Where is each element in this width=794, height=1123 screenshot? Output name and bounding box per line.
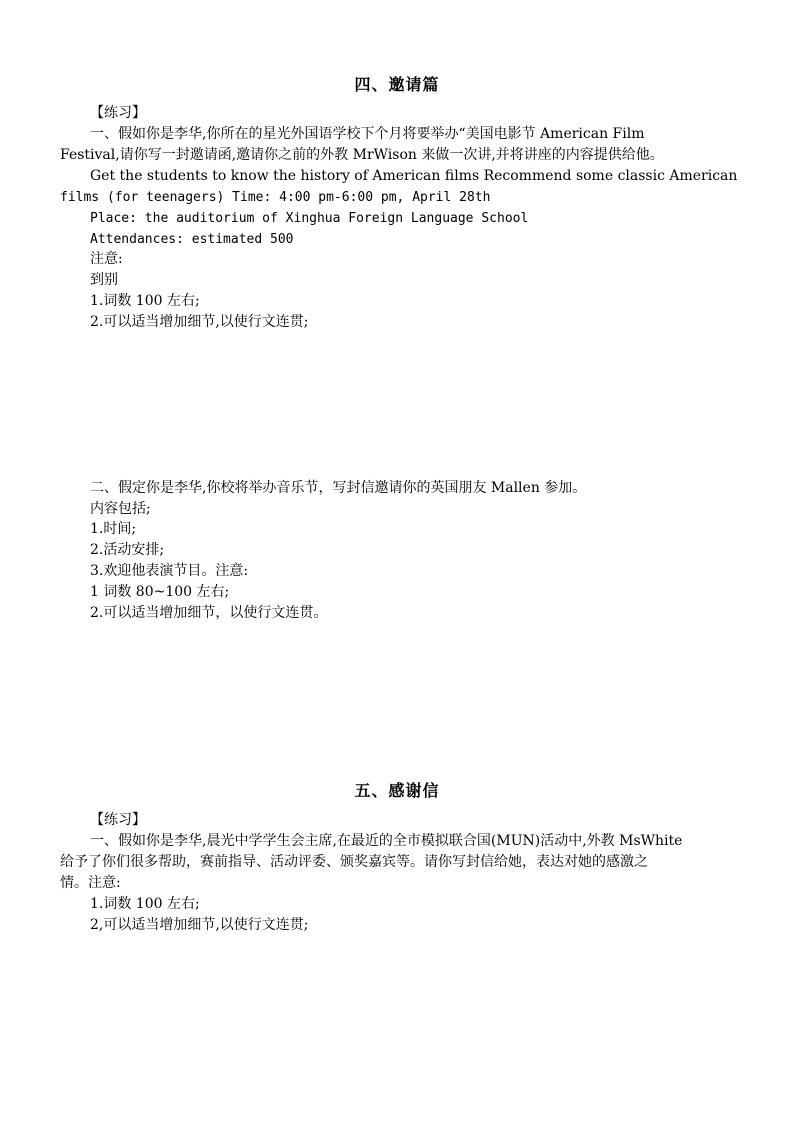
task-text-line: 内容包括; bbox=[90, 501, 151, 517]
task-text-line: 3.欢迎他表演节目。注意: bbox=[90, 563, 249, 579]
task-text-line: 注意: bbox=[90, 251, 123, 267]
task-text-line: 情。注意: bbox=[60, 875, 121, 891]
practice-label: 【练习】 bbox=[90, 812, 146, 828]
task-text-line: 2.可以适当增加细节,以使行文连贯; bbox=[90, 314, 309, 330]
task-text-line: 1.时间; bbox=[90, 521, 137, 537]
task-text-line: 到别 bbox=[90, 272, 118, 288]
section-title-thanks: 五、感谢信 bbox=[354, 781, 440, 800]
task-text-line: films (for teenagers) Time: 4:00 pm-6:00 pm, April 28th bbox=[60, 190, 491, 205]
task-text-line: 二、假定你是李华,你校将举办音乐节，写封信邀请你的英国朋友 Mallen 参加。 bbox=[90, 480, 587, 496]
task-text-line: 一、假如你是李华,晨光中学学生会主席,在最近的全市模拟联合国(MUN)活动中,外教 MsWhite bbox=[90, 833, 683, 849]
task-text-line: Place: the auditorium of Xinghua Foreign Language School bbox=[90, 211, 529, 226]
task-text-line: 2.活动安排; bbox=[90, 542, 165, 558]
task-text-line: 一、假如你是李华,你所在的星光外国语学校下个月将要举办“美国电影节 American Film bbox=[90, 126, 645, 142]
task-text-line: Festival,请你写一封邀请函,邀请你之前的外教 MrWison 来做一次讲,并将讲座的内容提供给他。 bbox=[60, 147, 664, 163]
task-text-line: 1.词数 100 左右; bbox=[90, 293, 200, 309]
task-text-line: Get the students to know the history of American films Recommend some classic American bbox=[90, 168, 738, 184]
task-text-line: 给予了你们很多帮助，赛前指导、活动评委、颁奖嘉宾等。请你写封信给她，表达对她的感激之 bbox=[60, 854, 648, 870]
task-text-line: 2,可以适当增加细节,以使行文连贯; bbox=[90, 917, 309, 933]
task-text-line: 2.可以适当增加细节，以使行文连贯。 bbox=[90, 605, 328, 621]
task-text-line: 1.词数 100 左右; bbox=[90, 896, 200, 912]
task-text-line: 1 词数 80~100 左右; bbox=[90, 584, 230, 600]
practice-label: 【练习】 bbox=[90, 105, 146, 121]
task-text-line: Attendances: estimated 500 bbox=[90, 232, 294, 247]
section-title-invitation: 四、邀请篇 bbox=[354, 75, 440, 94]
